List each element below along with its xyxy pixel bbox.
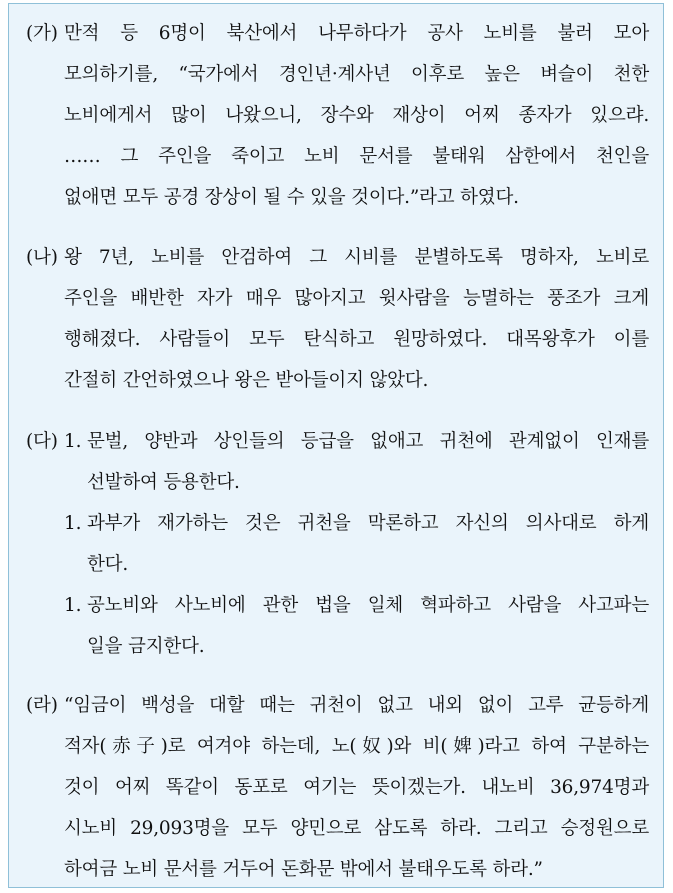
item-number: 1. xyxy=(64,431,82,452)
text-line: 한다. xyxy=(87,554,129,575)
section-label: (가) xyxy=(26,23,58,44)
text-line: 간절히 간언하였으나 왕은 받아들이지 않았다. xyxy=(64,370,429,391)
text-line: 일을 금지한다. xyxy=(87,636,205,657)
section-label: (라) xyxy=(26,695,58,716)
text-line: 없애면 모두 공경 장상이 될 수 있을 것이다.”라고 하였다. xyxy=(64,187,519,208)
text-line: 것이 어찌 똑같이 동포로 여기는 뜻이겠는가. 내노비 36,974명과 xyxy=(64,777,649,798)
text-line: …… 그 주인을 죽이고 노비 문서를 불태워 삼한에서 천인을 xyxy=(64,146,649,167)
text-line: 선발하여 등용한다. xyxy=(87,472,240,493)
text-line: 시노비 29,093명을 모두 양민으로 삼도록 하라. 그리고 승정원으로 xyxy=(64,818,649,839)
text-line: 공노비와 사노비에 관한 법을 일체 혁파하고 사람을 사고파는 xyxy=(87,595,649,616)
section-label: (나) xyxy=(26,247,58,268)
text-line: 주인을 배반한 자가 매우 많아지고 윗사람을 능멸하는 풍조가 크게 xyxy=(64,288,649,309)
text-line: 문벌, 양반과 상인들의 등급을 없애고 귀천에 관계없이 인재를 xyxy=(87,431,649,452)
text-line: 적자(赤子)로 여겨야 하는데, 노(奴)와 비(婢)라고 하여 구분하는 xyxy=(64,736,649,757)
passage-box xyxy=(8,3,664,888)
text-line: 하여금 노비 문서를 거두어 돈화문 밖에서 불태우도록 하라.” xyxy=(64,859,543,880)
item-number: 1. xyxy=(64,513,82,534)
text-line: 만적 등 6명이 북산에서 나무하다가 공사 노비를 불러 모아 xyxy=(64,23,649,44)
item-number: 1. xyxy=(64,595,82,616)
text-line: 과부가 재가하는 것은 귀천을 막론하고 자신의 의사대로 하게 xyxy=(87,513,649,534)
text-line: 행해졌다. 사람들이 모두 탄식하고 원망하였다. 대목왕후가 이를 xyxy=(64,329,649,350)
text-line: 왕 7년, 노비를 안검하여 그 시비를 분별하도록 명하자, 노비로 xyxy=(64,247,649,268)
section-label: (다) xyxy=(26,431,58,452)
text-line: 노비에게서 많이 나왔으니, 장수와 재상이 어찌 종자가 있으랴. xyxy=(64,105,649,126)
text-line: 모의하기를, “국가에서 경인년·계사년 이후로 높은 벼슬이 천한 xyxy=(64,64,649,85)
text-line: “임금이 백성을 대할 때는 귀천이 없고 내외 없이 고루 균등하게 xyxy=(64,695,649,716)
